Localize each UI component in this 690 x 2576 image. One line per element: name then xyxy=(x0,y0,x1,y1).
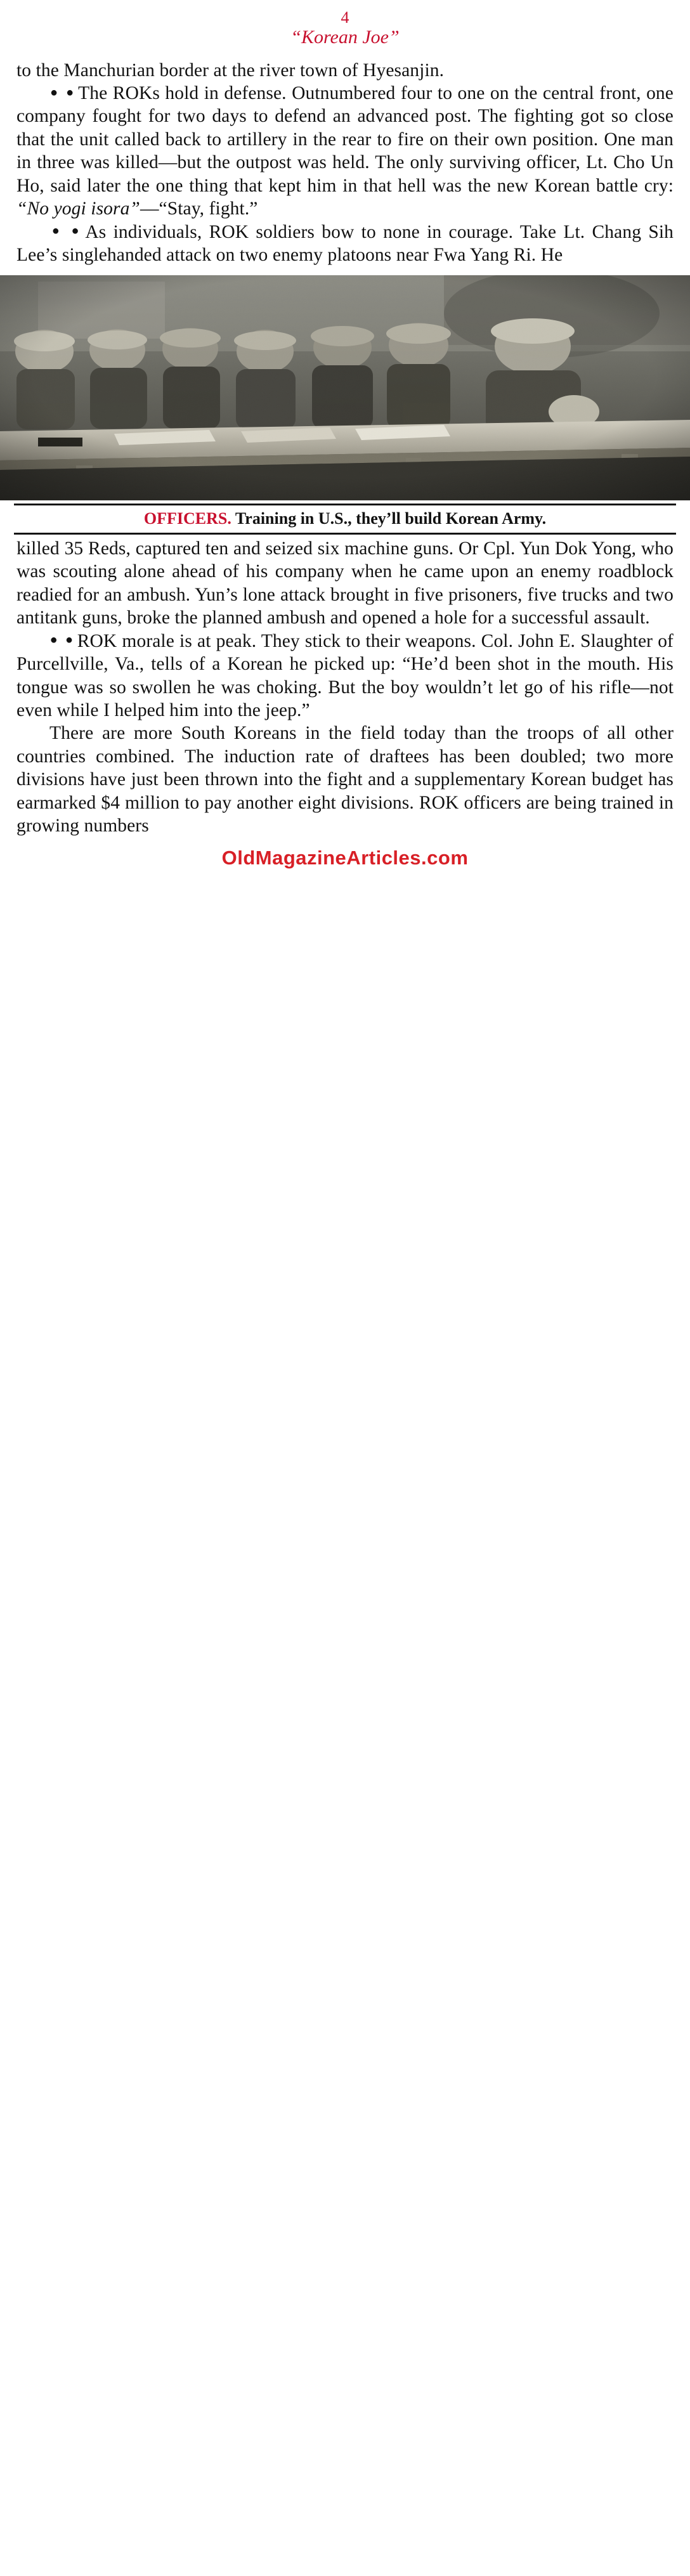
bullet-marker: ● ● xyxy=(49,85,77,100)
paragraph-2-post: —“Stay, fight.” xyxy=(140,198,258,219)
caption-rest: Training in U.S., they’ll build Korean Army. xyxy=(235,509,547,528)
page-header xyxy=(0,0,690,49)
page-number: 4 xyxy=(341,8,349,27)
paragraph-2 xyxy=(16,82,674,221)
article-body-top xyxy=(0,59,690,267)
paragraph-6 xyxy=(16,722,674,837)
officers-training-photograph xyxy=(0,275,690,500)
paragraph-2-italic: “No yogi isora” xyxy=(16,198,140,219)
photograph-block xyxy=(0,275,690,500)
paragraph-3-text: As individuals, ROK soldiers bow to none in courage. Take Lt. Chang Sih Lee’s singlehanded attack on two enemy platoons near Fwa Yang Ri. He xyxy=(16,221,674,265)
paragraph-5 xyxy=(16,630,674,722)
site-name[interactable]: OldMagazineArticles xyxy=(221,846,422,869)
paragraph-4: killed 35 Reds, captured ten and seized six machine guns. Or Cpl. Yun Dok Yong, who was scouting alone ahead of his company when he came upon an enemy roadblock readied for an ambush. Yun’s lone attack brought in five prisoners, five trucks and two antitank guns, broke the planned ambush and opened a hole for a successful assault. xyxy=(16,538,674,628)
paragraph-5-text: ROK morale is at peak. They stick to their weapons. Col. John E. Slaughter of Purcellville, Va., tells of a Korean he picked up: “He’d been shot in the mouth. His tongue was so swollen he was choking. But the boy wouldn’t let go of his rifle—not even while I helped him into the jeep.” xyxy=(16,630,674,721)
bullet-marker: ● ● xyxy=(49,633,75,647)
magazine-page xyxy=(0,0,690,880)
paragraph-6-text: There are more South Koreans in the field today than the troops of all other countries combined. The induction rate of draftees has been doubled; two more divisions have just been thrown into the fight and a supplementary Korean budget has earmarked $4 million to pay another eight divisions. ROK officers are being trained in growing numbers xyxy=(16,723,674,836)
paragraph-2-pre: The ROKs hold in defense. Outnumbered four to one on the central front, one company fought for two days to defend an advanced post. The fighting got so close that the unit called back to artillery in the rear to fire on their own position. One man in three was killed—but the outpost was held. The only surviving officer, Lt. Cho Un Ho, said later the one thing that kept him in that hell was the new Korean battle cry: xyxy=(16,83,674,196)
running-title: “Korean Joe” xyxy=(290,26,400,48)
paragraph-1: to the Manchurian border at the river town of Hyesanjin. xyxy=(16,60,445,81)
caption-rule-bottom xyxy=(14,533,676,535)
paragraph-3 xyxy=(16,221,674,267)
caption-lead: OFFICERS. xyxy=(143,509,231,528)
site-tld[interactable]: .com xyxy=(421,846,469,869)
photo-caption xyxy=(0,505,690,533)
article-body-bottom xyxy=(0,537,690,837)
bullet-marker: ● ● xyxy=(49,224,84,238)
site-footer[interactable] xyxy=(0,838,690,880)
